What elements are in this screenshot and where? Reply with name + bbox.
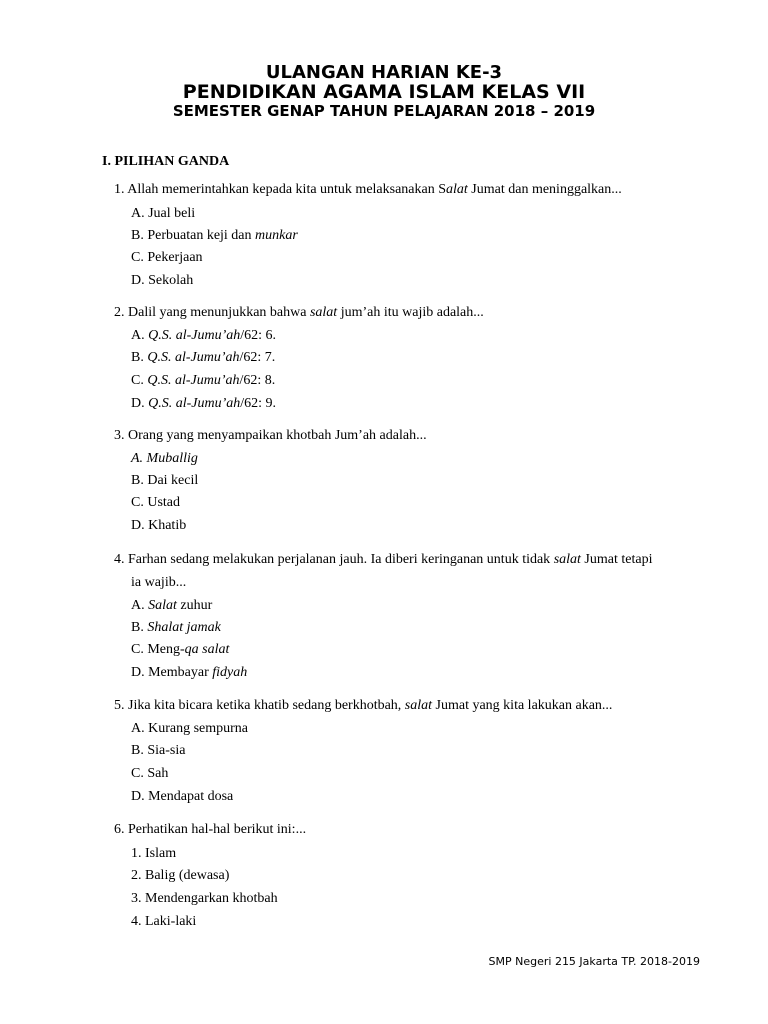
q5-option-a: A. Kurang sempurna [131, 721, 249, 736]
semester-title: SEMESTER GENAP TAHUN PELAJARAN 2018 – 2019 [172, 102, 596, 120]
q1-option-a: A. Jual beli [131, 206, 196, 221]
exam-title: ULANGAN HARIAN KE-3 [265, 62, 503, 83]
q3-option-d: D. Khatib [131, 518, 187, 533]
q6-item-3: 3. Mendengarkan khotbah [131, 891, 278, 906]
question-4-continued: ia wajib... [131, 575, 187, 590]
q2-option-b: B. Q.S. al-Jumu’ah/62: 7. [131, 350, 276, 365]
q3-option-b: B. Dai kecil [131, 473, 199, 488]
question-2: 2. Dalil yang menunjukkan bahwa salat jum’ah itu wajib adalah... [114, 305, 484, 320]
q5-option-b: B. Sia-sia [131, 743, 186, 758]
section-title: I. PILIHAN GANDA [102, 154, 230, 169]
q5-option-d: D. Mendapat dosa [131, 789, 234, 804]
q1-option-d: D. Sekolah [131, 273, 194, 288]
question-6: 6. Perhatikan hal-hal berikut ini:... [114, 822, 307, 837]
q4-option-b: B. Shalat jamak [131, 620, 221, 635]
q1-option-b: B. Perbuatan keji dan munkar [131, 228, 298, 243]
question-3: 3. Orang yang menyampaikan khotbah Jum’ah adalah... [114, 428, 427, 443]
q5-option-c: C. Sah [131, 766, 169, 781]
q3-option-c: C. Ustad [131, 495, 180, 510]
q2-option-d: D. Q.S. al-Jumu’ah/62: 9. [131, 396, 277, 411]
q6-item-2: 2. Balig (dewasa) [131, 868, 230, 883]
subject-title: PENDIDIKAN AGAMA ISLAM KELAS VII [182, 81, 586, 103]
question-5: 5. Jika kita bicara ketika khatib sedang berkhotbah, salat Jumat yang kita lakukan akan... [114, 698, 613, 713]
question-4: 4. Farhan sedang melakukan perjalanan jauh. Ia diberi keringanan untuk tidak salat Jumat tetapi [114, 552, 653, 567]
q3-option-a: A. Muballig [131, 451, 198, 466]
q4-option-a: A. Salat zuhur [131, 598, 213, 613]
page-footer: SMP Negeri 215 Jakarta TP. 2018-2019 [488, 955, 700, 968]
q2-option-c: C. Q.S. al-Jumu’ah/62: 8. [131, 373, 276, 388]
question-1: 1. Allah memerintahkan kepada kita untuk melaksanakan Salat Jumat dan meninggalkan... [114, 182, 622, 197]
q4-option-d: D. Membayar fidyah [131, 665, 248, 680]
q1-option-c: C. Pekerjaan [131, 250, 203, 265]
q2-option-a: A. Q.S. al-Jumu’ah/62: 6. [131, 328, 277, 343]
q6-item-4: 4. Laki-laki [131, 914, 197, 929]
q6-item-1: 1. Islam [131, 846, 177, 861]
q4-option-c: C. Meng-qa salat [131, 642, 230, 657]
